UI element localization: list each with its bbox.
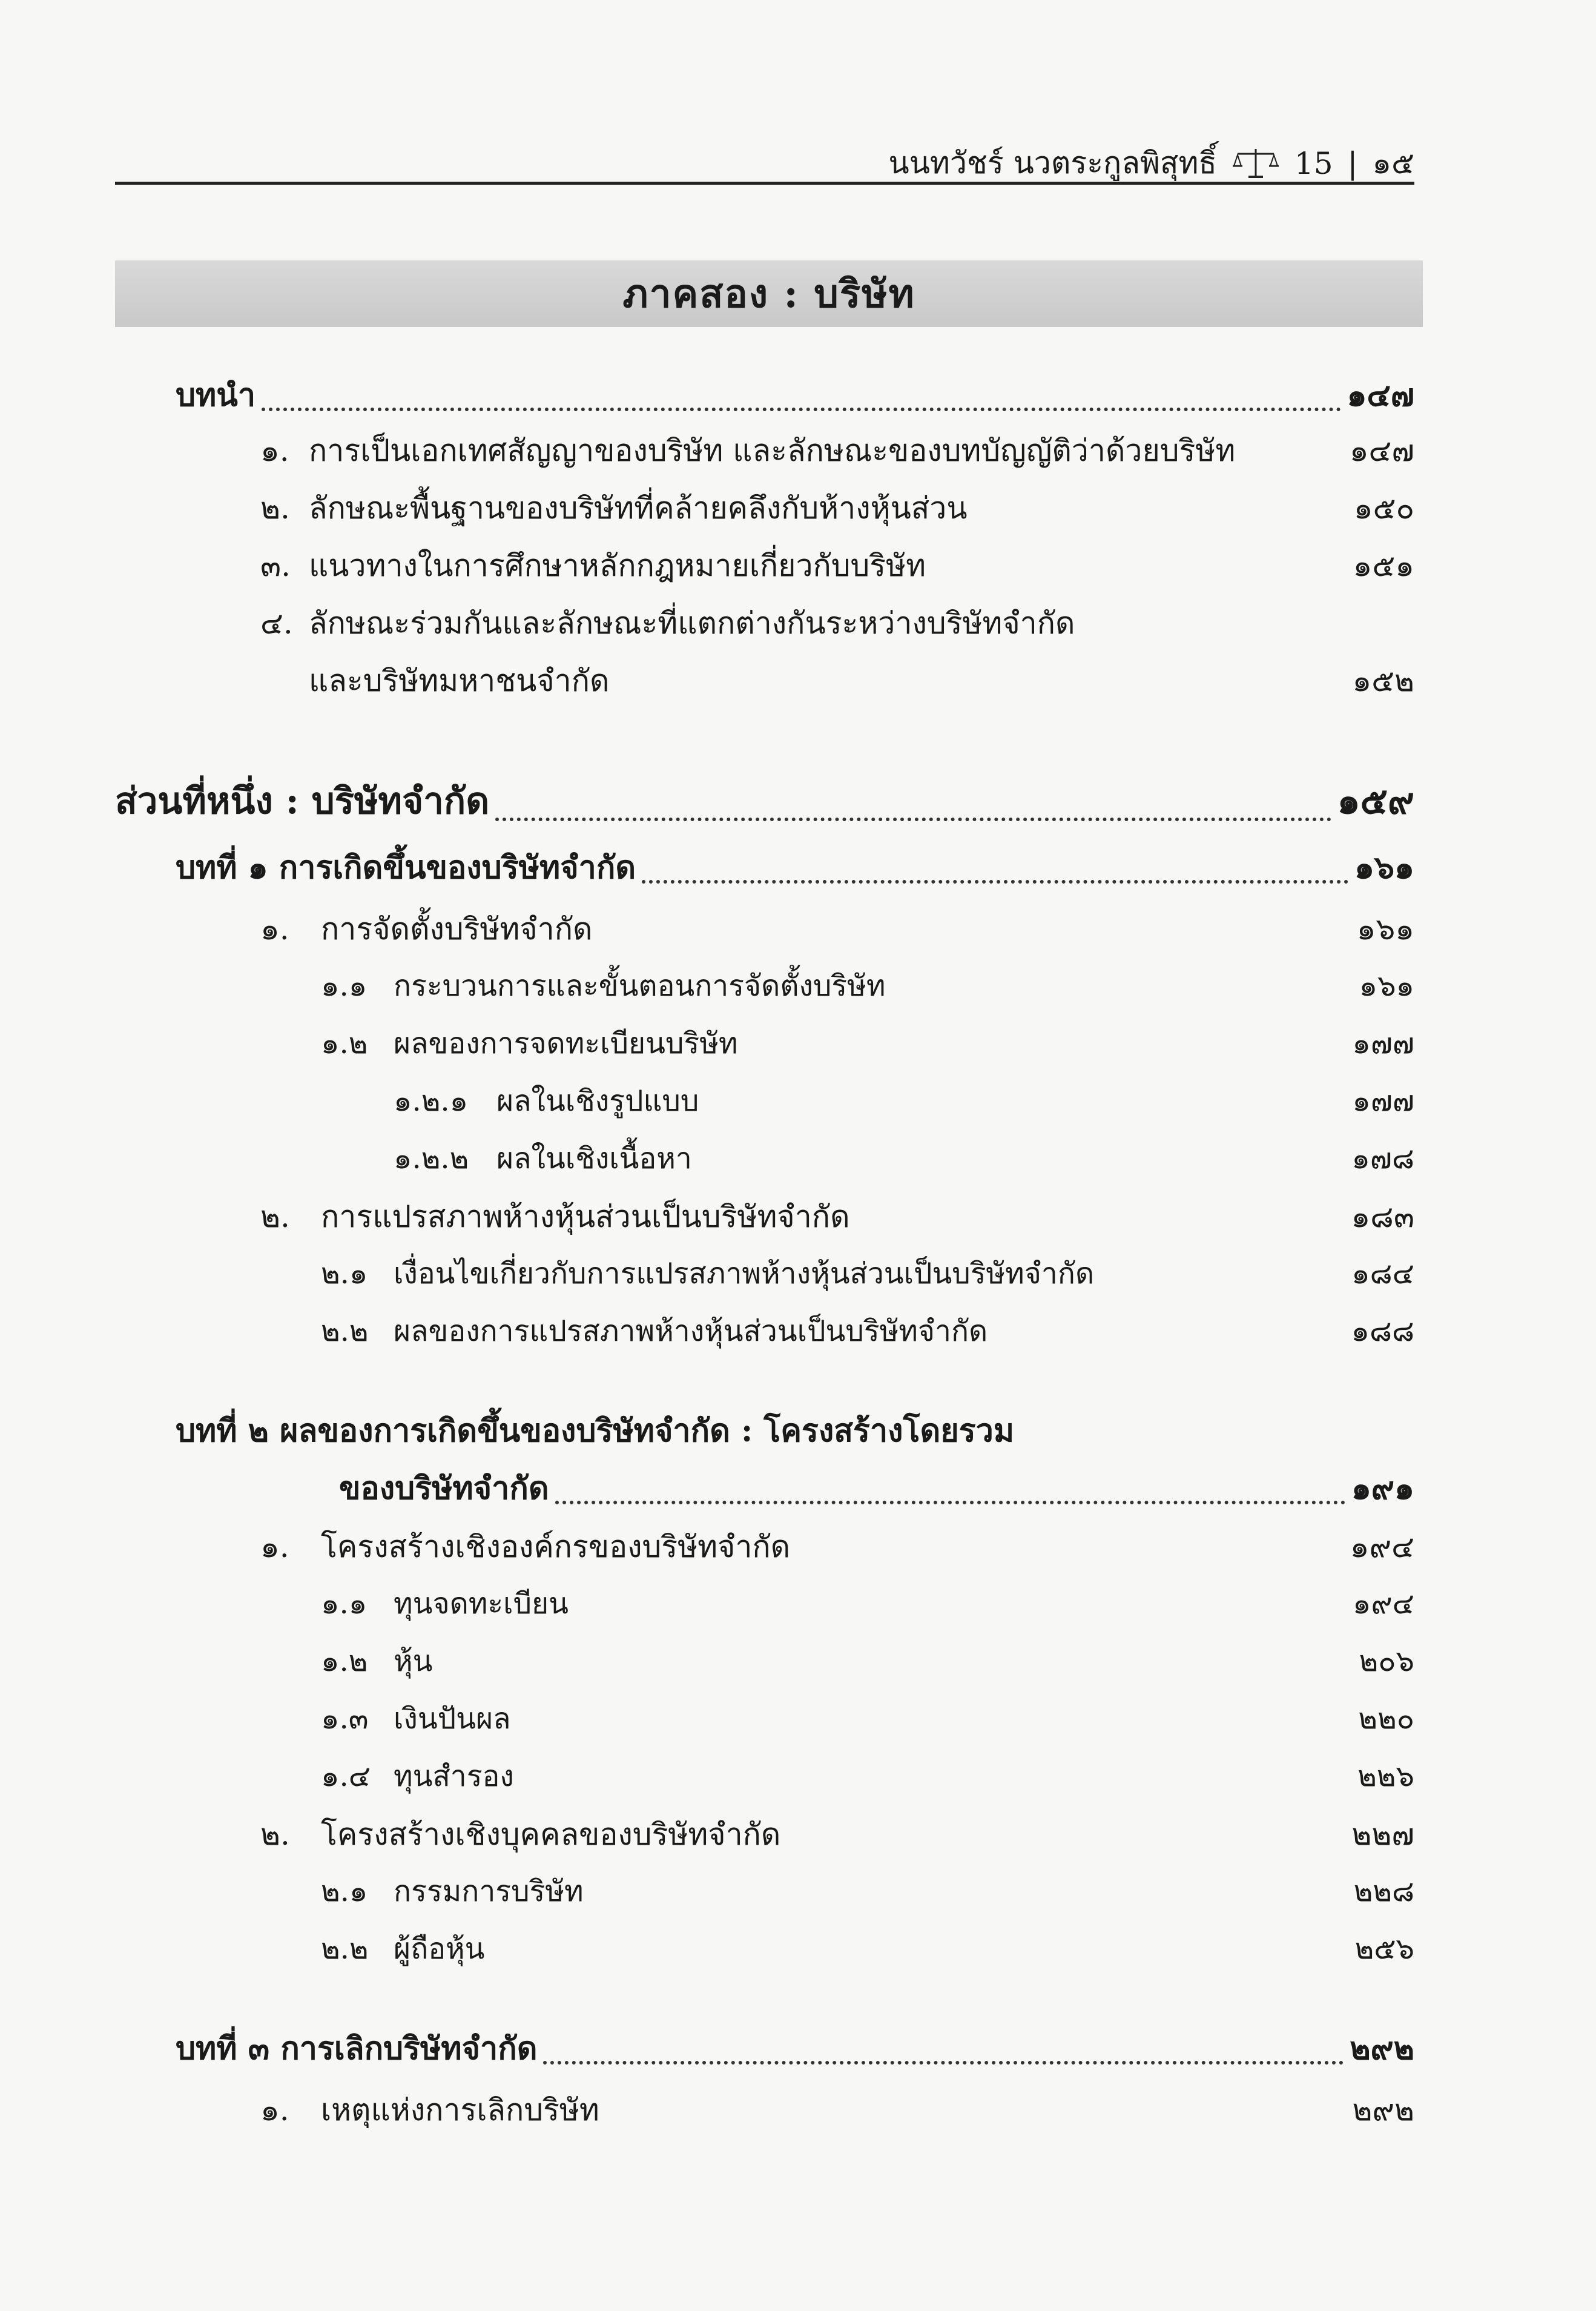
toc-page: ๑๕๐ — [1353, 491, 1414, 526]
toc-entry[interactable] — [321, 1581, 1414, 1627]
toc-page: ๑๗๘ — [1351, 1142, 1414, 1175]
toc-entry-chapter-continued[interactable] — [339, 1463, 1414, 1513]
toc-page: ๒๙๒ — [1352, 2092, 1414, 2128]
toc-number: ๒.๑ — [321, 1257, 368, 1291]
toc-page: ๒๙๒ — [1350, 2030, 1414, 2067]
toc-label: เงินปันผล — [394, 1702, 511, 1736]
toc-number: ๑. — [260, 1529, 289, 1564]
toc-page: ๑๙๔ — [1353, 1587, 1414, 1621]
toc-entry-intro[interactable] — [176, 369, 1414, 420]
toc-page: ๑๔๗ — [1349, 433, 1414, 468]
toc-page: ๑๖๑ — [1356, 911, 1414, 947]
toc-label: บทที่ ๑ การเกิดขึ้นของบริษัทจำกัด — [176, 849, 636, 886]
toc-entry[interactable] — [260, 1811, 1414, 1859]
toc-number: ๑.๑ — [321, 1587, 368, 1621]
toc-label: กระบวนการและขั้นตอนการจัดตั้งบริษัท — [394, 969, 886, 1003]
toc-entry[interactable] — [321, 1308, 1414, 1354]
toc-entry[interactable] — [260, 427, 1414, 475]
toc-page: ๒๒๖ — [1357, 1759, 1414, 1793]
toc-number: ๑. — [260, 2092, 289, 2128]
toc-page: ๒๒๘ — [1353, 1874, 1414, 1908]
toc-page: ๑๕๒ — [1352, 663, 1414, 698]
dot-leader — [642, 880, 1348, 884]
toc-page: ๑๕๑ — [1353, 548, 1414, 583]
toc-label: ของบริษัทจำกัด — [339, 1470, 549, 1507]
toc-number: ๒. — [260, 1199, 290, 1234]
toc-label: ผลของการจดทะเบียนบริษัท — [394, 1027, 738, 1060]
toc-number: ๑.๒.๒ — [394, 1142, 469, 1175]
toc-label: เหตุแห่งการเลิกบริษัท — [321, 2092, 599, 2128]
toc-label: โครงสร้างเชิงองค์กรของบริษัทจำกัด — [321, 1529, 791, 1564]
toc-label: การจัดตั้งบริษัทจำกัด — [321, 911, 593, 947]
toc-number: ๑.๔ — [321, 1759, 371, 1793]
toc-label: การเป็นเอกเทศสัญญาของบริษัท และลักษณะของบทบัญญัติว่าด้วยบริษัท — [309, 433, 1236, 468]
toc-entry[interactable] — [260, 542, 1414, 590]
toc-entry[interactable] — [321, 1251, 1414, 1297]
toc-label: ส่วนที่หนึ่ง : บริษัทจำกัด — [115, 780, 490, 822]
toc-entry[interactable] — [260, 2086, 1414, 2134]
toc-entry-chapter[interactable] — [176, 842, 1414, 892]
toc-label: ผู้ถือหุ้น — [394, 1932, 485, 1966]
toc-entry[interactable] — [321, 1926, 1414, 1972]
toc-number: ๑.๒.๑ — [394, 1084, 469, 1118]
toc-entry-chapter[interactable] — [176, 2023, 1414, 2073]
toc-label: ลักษณะพื้นฐานของบริษัทที่คล้ายคลึงกับห้างหุ้นส่วน — [309, 491, 968, 526]
toc-page: ๒๒๐ — [1358, 1702, 1414, 1736]
toc-entry[interactable] — [321, 1753, 1414, 1799]
toc-entry-section[interactable] — [115, 772, 1414, 830]
toc-label: และบริษัทมหาชนจำกัด — [309, 663, 610, 698]
toc-number: ๒.๒ — [321, 1932, 369, 1966]
toc-entry[interactable] — [260, 905, 1414, 953]
part-title: ภาคสอง : บริษัท — [622, 271, 915, 317]
toc-label: ผลในเชิงเนื้อหา — [496, 1142, 692, 1175]
toc-entry[interactable] — [260, 1193, 1414, 1241]
toc-label: เงื่อนไขเกี่ยวกับการแปรสภาพห้างหุ้นส่วนเป็นบริษัทจำกัด — [394, 1257, 1095, 1291]
toc-page: ๑๔๗ — [1347, 377, 1414, 414]
toc-label: ทุนจดทะเบียน — [394, 1587, 569, 1621]
toc-label: บทที่ ๒ ผลของการเกิดขึ้นของบริษัทจำกัด : โครงสร้างโดยรวม — [176, 1412, 1015, 1449]
part-title-box — [115, 260, 1423, 327]
toc-number: ๑. — [260, 911, 289, 947]
toc-page: ๑๙๔ — [1350, 1529, 1414, 1564]
toc-label: แนวทางในการศึกษาหลักกฎหมายเกี่ยวกับบริษัท — [309, 548, 926, 583]
toc-label: โครงสร้างเชิงบุคคลของบริษัทจำกัด — [321, 1817, 781, 1852]
scales-of-justice-icon — [1232, 145, 1280, 182]
toc-entry[interactable] — [321, 1696, 1414, 1742]
toc-label: การแปรสภาพห้างหุ้นส่วนเป็นบริษัทจำกัด — [321, 1199, 850, 1234]
dot-leader — [555, 1501, 1345, 1504]
toc-entry[interactable] — [394, 1078, 1414, 1124]
toc-page: ๒๒๗ — [1351, 1817, 1414, 1852]
toc-entry[interactable] — [260, 600, 1414, 647]
toc-entry-chapter[interactable] — [176, 1405, 1414, 1455]
header-page-arabic: 15 — [1294, 145, 1333, 181]
toc-entry[interactable] — [260, 484, 1414, 532]
header-author: นนทวัชร์ นวตระกูลพิสุทธิ์ — [888, 145, 1217, 180]
toc-number: ๒. — [260, 491, 290, 526]
toc-entry[interactable] — [321, 963, 1414, 1009]
toc-number: ๒. — [260, 1817, 290, 1852]
header-page-thai: ๑๕ — [1372, 145, 1414, 180]
toc-page: ๑๕๙ — [1337, 780, 1414, 822]
toc-page: ๑๘๔ — [1351, 1257, 1414, 1291]
toc-entry[interactable] — [260, 1523, 1414, 1571]
toc-entry[interactable] — [321, 1638, 1414, 1684]
toc-page: ๑๖๑ — [1354, 849, 1414, 886]
running-header — [889, 139, 1414, 187]
toc-page: ๑๘๘ — [1351, 1314, 1414, 1348]
header-separator: | — [1347, 145, 1358, 181]
toc-number: ๒.๒ — [321, 1314, 369, 1348]
toc-label: บทนำ — [176, 377, 256, 414]
toc-label: บทที่ ๓ การเลิกบริษัทจำกัด — [176, 2030, 538, 2067]
toc-page: ๑๗๗ — [1352, 1084, 1414, 1118]
toc-page: ๑๙๑ — [1351, 1470, 1414, 1507]
toc-entry-continued[interactable] — [309, 657, 1414, 705]
toc-page: ๑๘๓ — [1351, 1199, 1414, 1234]
toc-number: ๓. — [260, 548, 291, 583]
toc-page: ๑๖๑ — [1359, 969, 1414, 1003]
header-rule — [115, 182, 1414, 185]
toc-entry[interactable] — [321, 1868, 1414, 1914]
toc-label: ผลในเชิงรูปแบบ — [496, 1084, 699, 1118]
dot-leader — [543, 2061, 1344, 2065]
toc-label: ผลของการแปรสภาพห้างหุ้นส่วนเป็นบริษัทจำกัด — [394, 1314, 988, 1348]
toc-label: ทุนสำรอง — [394, 1759, 514, 1793]
toc-page: ๑๗๗ — [1352, 1027, 1414, 1060]
toc-number: ๒.๑ — [321, 1874, 368, 1908]
toc-number: ๑. — [260, 433, 289, 468]
toc-entry[interactable] — [394, 1136, 1414, 1182]
toc-number: ๑.๓ — [321, 1702, 369, 1736]
toc-number: ๑.๒ — [321, 1027, 368, 1060]
toc-label: กรรมการบริษัท — [394, 1874, 584, 1908]
toc-page: ๒๐๖ — [1359, 1644, 1414, 1678]
toc-page: ๒๕๖ — [1354, 1932, 1414, 1966]
dot-leader — [262, 408, 1341, 411]
toc-entry[interactable] — [321, 1020, 1414, 1066]
toc-number: ๑.๑ — [321, 969, 368, 1003]
toc-number: ๔. — [260, 606, 293, 641]
toc-number: ๑.๒ — [321, 1644, 368, 1678]
toc-label: ลักษณะร่วมกันและลักษณะที่แตกต่างกันระหว่างบริษัทจำกัด — [309, 606, 1075, 641]
dot-leader — [495, 818, 1331, 821]
toc-label: หุ้น — [394, 1644, 433, 1678]
